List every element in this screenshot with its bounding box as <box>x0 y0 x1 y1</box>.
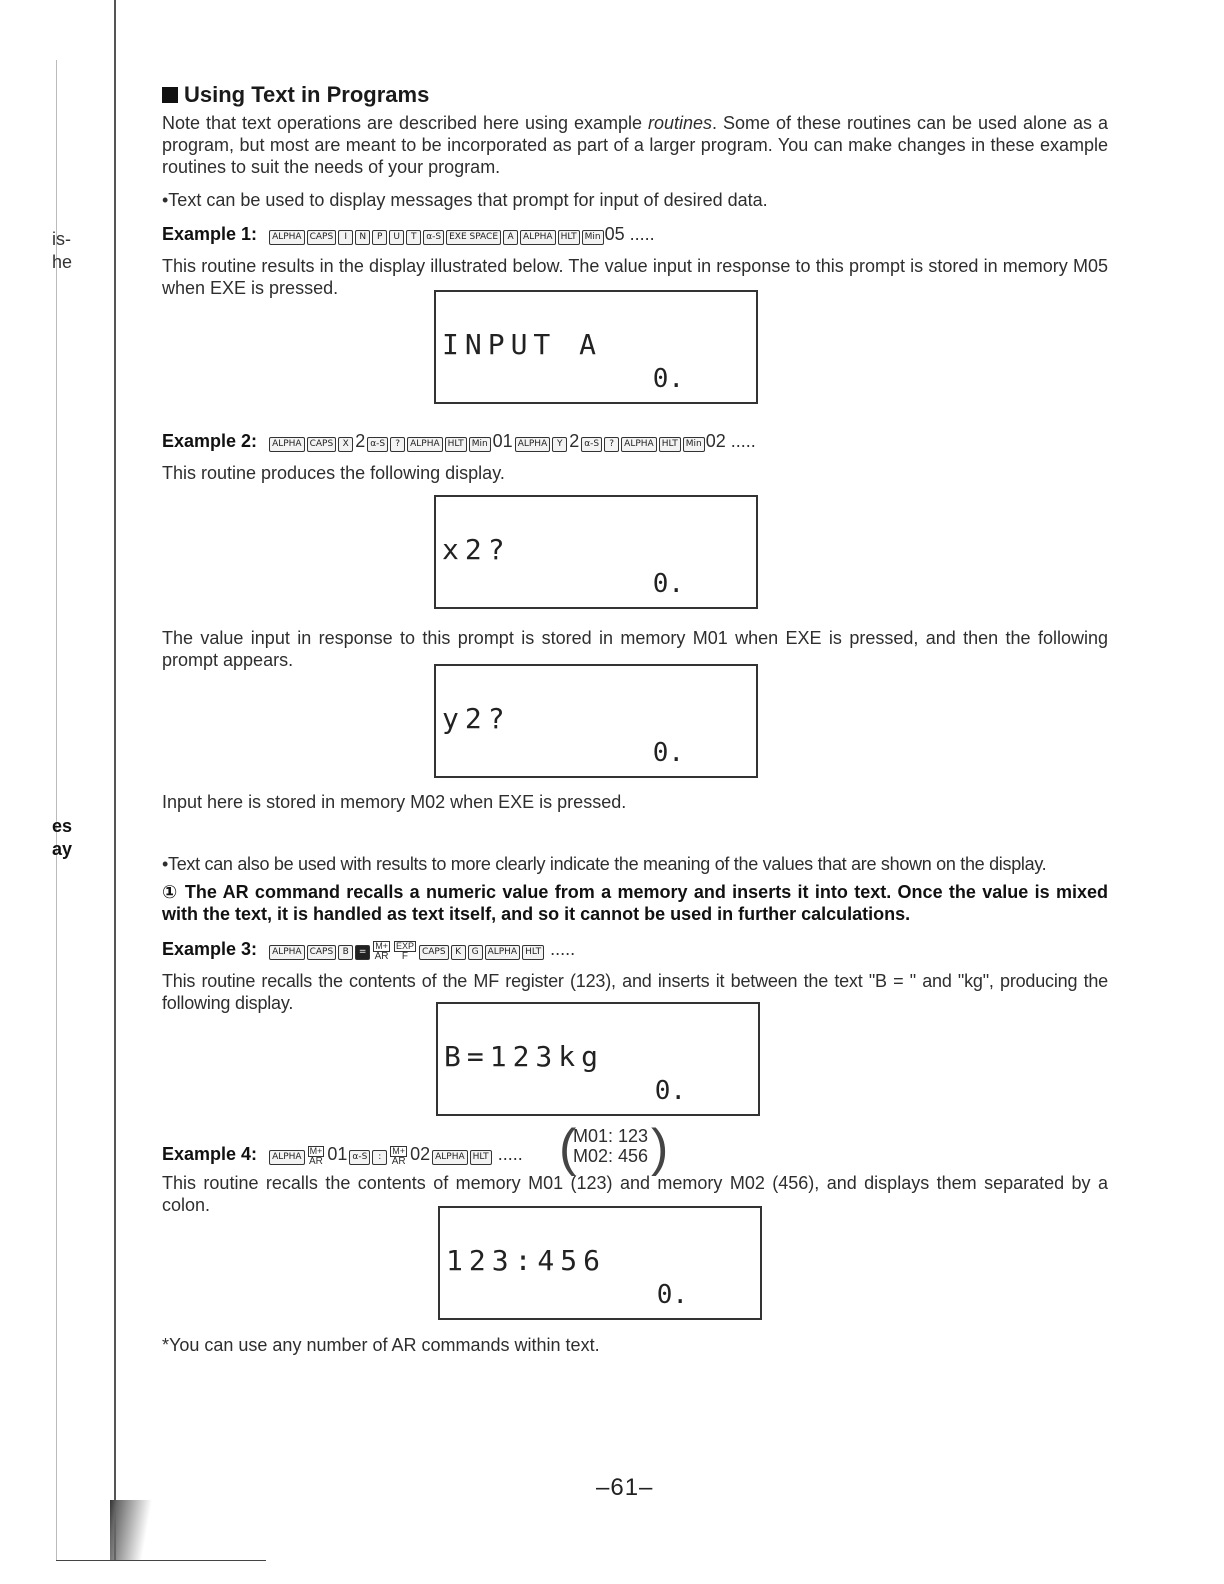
ar-command-note: ① The AR command recalls a numeric value from a memory and inserts it into text. Once the value is mixed with the text, it is handled as text itself, and so it cannot be used in further calculations. <box>162 882 1108 924</box>
lcd-display <box>434 290 758 404</box>
lcd-line-1: y2? <box>442 702 511 735</box>
key-icon: ALPHA <box>407 437 443 452</box>
lcd-line-2: 0. <box>654 1076 686 1106</box>
lcd-line-1: B=123kg <box>444 1040 605 1073</box>
example-label: Example 2: <box>162 431 258 451</box>
key-icon: Min <box>683 437 705 452</box>
key-icon: B <box>338 945 353 960</box>
section-title <box>162 82 429 108</box>
example-suffix: ..... <box>550 939 576 959</box>
example-2-after: The value input in response to this prompt is stored in memory M01 when EXE is pressed, and then the following prompt appears. <box>162 628 1108 670</box>
key-icon: ALPHA <box>269 945 305 960</box>
example-suffix: ..... <box>497 1144 523 1164</box>
key-icon: α-S <box>349 1150 370 1165</box>
example-suffix: 05 ..... <box>604 224 655 244</box>
ar-key-icon: $\frac{M+}{AR}$ <box>374 941 389 962</box>
f-key-icon: EXP F <box>395 941 414 962</box>
example-2-note: Input here is stored in memory M02 when EXE is pressed. <box>162 792 627 812</box>
key-icon: HLT <box>445 437 467 452</box>
ar-key-icon: $\frac{M+}{AR}$ <box>391 1146 406 1167</box>
example-3-description: This routine recalls the contents of the MF register (123), and inserts it between the text "B = " and "kg", producing the following display. <box>162 971 1108 1013</box>
key-icon: HLT <box>558 230 580 245</box>
key-icon: Min <box>582 230 604 245</box>
key-icon: N <box>355 230 370 245</box>
key-icon: ALPHA <box>485 945 521 960</box>
key-icon: ALPHA <box>269 230 305 245</box>
key-icon: ALPHA <box>515 437 551 452</box>
key-icon: ALPHA <box>621 437 657 452</box>
key-icon: HLT <box>470 1150 492 1165</box>
key-icon: α-S <box>367 437 388 452</box>
key-icon: A <box>503 230 518 245</box>
key-icon: Min <box>469 437 491 452</box>
lcd-line-2: 0. <box>652 738 684 768</box>
example-suffix: 02 ..... <box>705 431 756 451</box>
key-icon: ? <box>604 437 619 452</box>
lcd-display <box>438 1206 762 1320</box>
memory-note: ( M01: 123 M02: 456 ) <box>559 1119 669 1177</box>
key-icon: ALPHA <box>269 1150 305 1165</box>
lcd-line-1: x2? <box>442 533 511 566</box>
example-1-keys <box>162 222 655 246</box>
example-label: Example 4: <box>162 1144 258 1164</box>
margin-fragment: es <box>52 816 73 836</box>
example-2-keys: Example 2: ALPHA CAPS X 2 α-S ? ALPHA HLT Min 01 ALPHA Y 2 α-S ? ALPHA HLT Min 02 ..... <box>162 431 756 451</box>
key-icon: X <box>338 437 353 452</box>
example-4-keys: Example 4: ALPHA $\frac{M+}{AR}$ 01 α-S : $\frac{M+}{AR}$ 02 ALPHA HLT ..... <box>162 1144 523 1167</box>
example-label: Example 3: <box>162 939 258 959</box>
key-icon: CAPS <box>307 230 337 245</box>
key-icon: K <box>451 945 466 960</box>
section-title-text: Using Text in Programs <box>184 82 430 107</box>
key-icon: Y <box>552 437 567 452</box>
key-icon: U <box>389 230 404 245</box>
margin-fragment: ay <box>52 839 73 859</box>
key-icon: CAPS <box>307 945 337 960</box>
lcd-line-2: 0. <box>656 1280 688 1310</box>
equals-key-icon: = <box>355 945 370 960</box>
key-icon: α-S <box>581 437 602 452</box>
key-icon: I <box>338 230 353 245</box>
margin-fragment: he <box>52 252 73 272</box>
memory-note-m02: M02: 456 <box>573 1146 649 1166</box>
key-icon: EXE SPACE <box>446 230 501 245</box>
key-icon: α-S <box>423 230 444 245</box>
example-4-description: This routine recalls the contents of memory M01 (123) and memory M02 (456), and displays them separated by a colon. <box>162 1173 1108 1215</box>
key-icon: HLT <box>522 945 544 960</box>
key-icon: CAPS <box>419 945 449 960</box>
emphasis-routines: routines <box>648 113 713 133</box>
lcd-line-1: 123:456 <box>446 1244 607 1277</box>
margin-fragment: is- <box>52 229 71 249</box>
bottom-rule <box>56 1560 266 1561</box>
bullet-text-prompt: •Text can be used to display messages that prompt for input of desired data. <box>162 190 768 210</box>
binding-shadow <box>110 1500 170 1560</box>
ar-key-icon: $\frac{M+}{AR}$ <box>309 1146 323 1167</box>
lcd-display <box>436 1002 760 1116</box>
square-bullet-icon <box>162 87 178 103</box>
lcd-line-1: INPUT A <box>442 328 603 361</box>
key-icon: G <box>468 945 483 960</box>
page-number: –61– <box>596 1474 654 1501</box>
memory-note-m01: M01: 123 <box>573 1126 649 1146</box>
key-icon: T <box>406 230 421 245</box>
lcd-line-2: 0. <box>652 364 684 394</box>
binding-line <box>114 0 116 1560</box>
lcd-line-2: 0. <box>652 569 684 599</box>
example-3-keys <box>162 937 575 961</box>
key-icon: : <box>372 1150 387 1165</box>
key-icon: ? <box>390 437 405 452</box>
example-label: Example 1: <box>162 224 258 244</box>
lcd-display <box>434 664 758 778</box>
bullet-text-results: •Text can also be used with results to more clearly indicate the meaning of the values that are shown on the display. <box>162 854 1047 874</box>
example-1-description: This routine results in the display illustrated below. The value input in response to this prompt is stored in memory M05 when EXE is pressed. <box>162 256 1108 298</box>
example-2-description: This routine produces the following display. <box>162 463 505 483</box>
footnote: *You can use any number of AR commands within text. <box>162 1335 600 1355</box>
key-icon: ALPHA <box>520 230 556 245</box>
key-icon: CAPS <box>307 437 337 452</box>
key-icon: P <box>372 230 387 245</box>
key-icon: HLT <box>659 437 681 452</box>
key-icon: ALPHA <box>432 1150 468 1165</box>
intro-paragraph: Note that text operations are described here using example routines. Some of these routines can be used alone as a program, but most are meant to be incorporated as part of a larger program. You can make changes in these example routines to suit the needs of your program. <box>162 113 1108 177</box>
margin-line <box>56 60 57 1560</box>
key-icon: ALPHA <box>269 437 305 452</box>
lcd-display <box>434 495 758 609</box>
